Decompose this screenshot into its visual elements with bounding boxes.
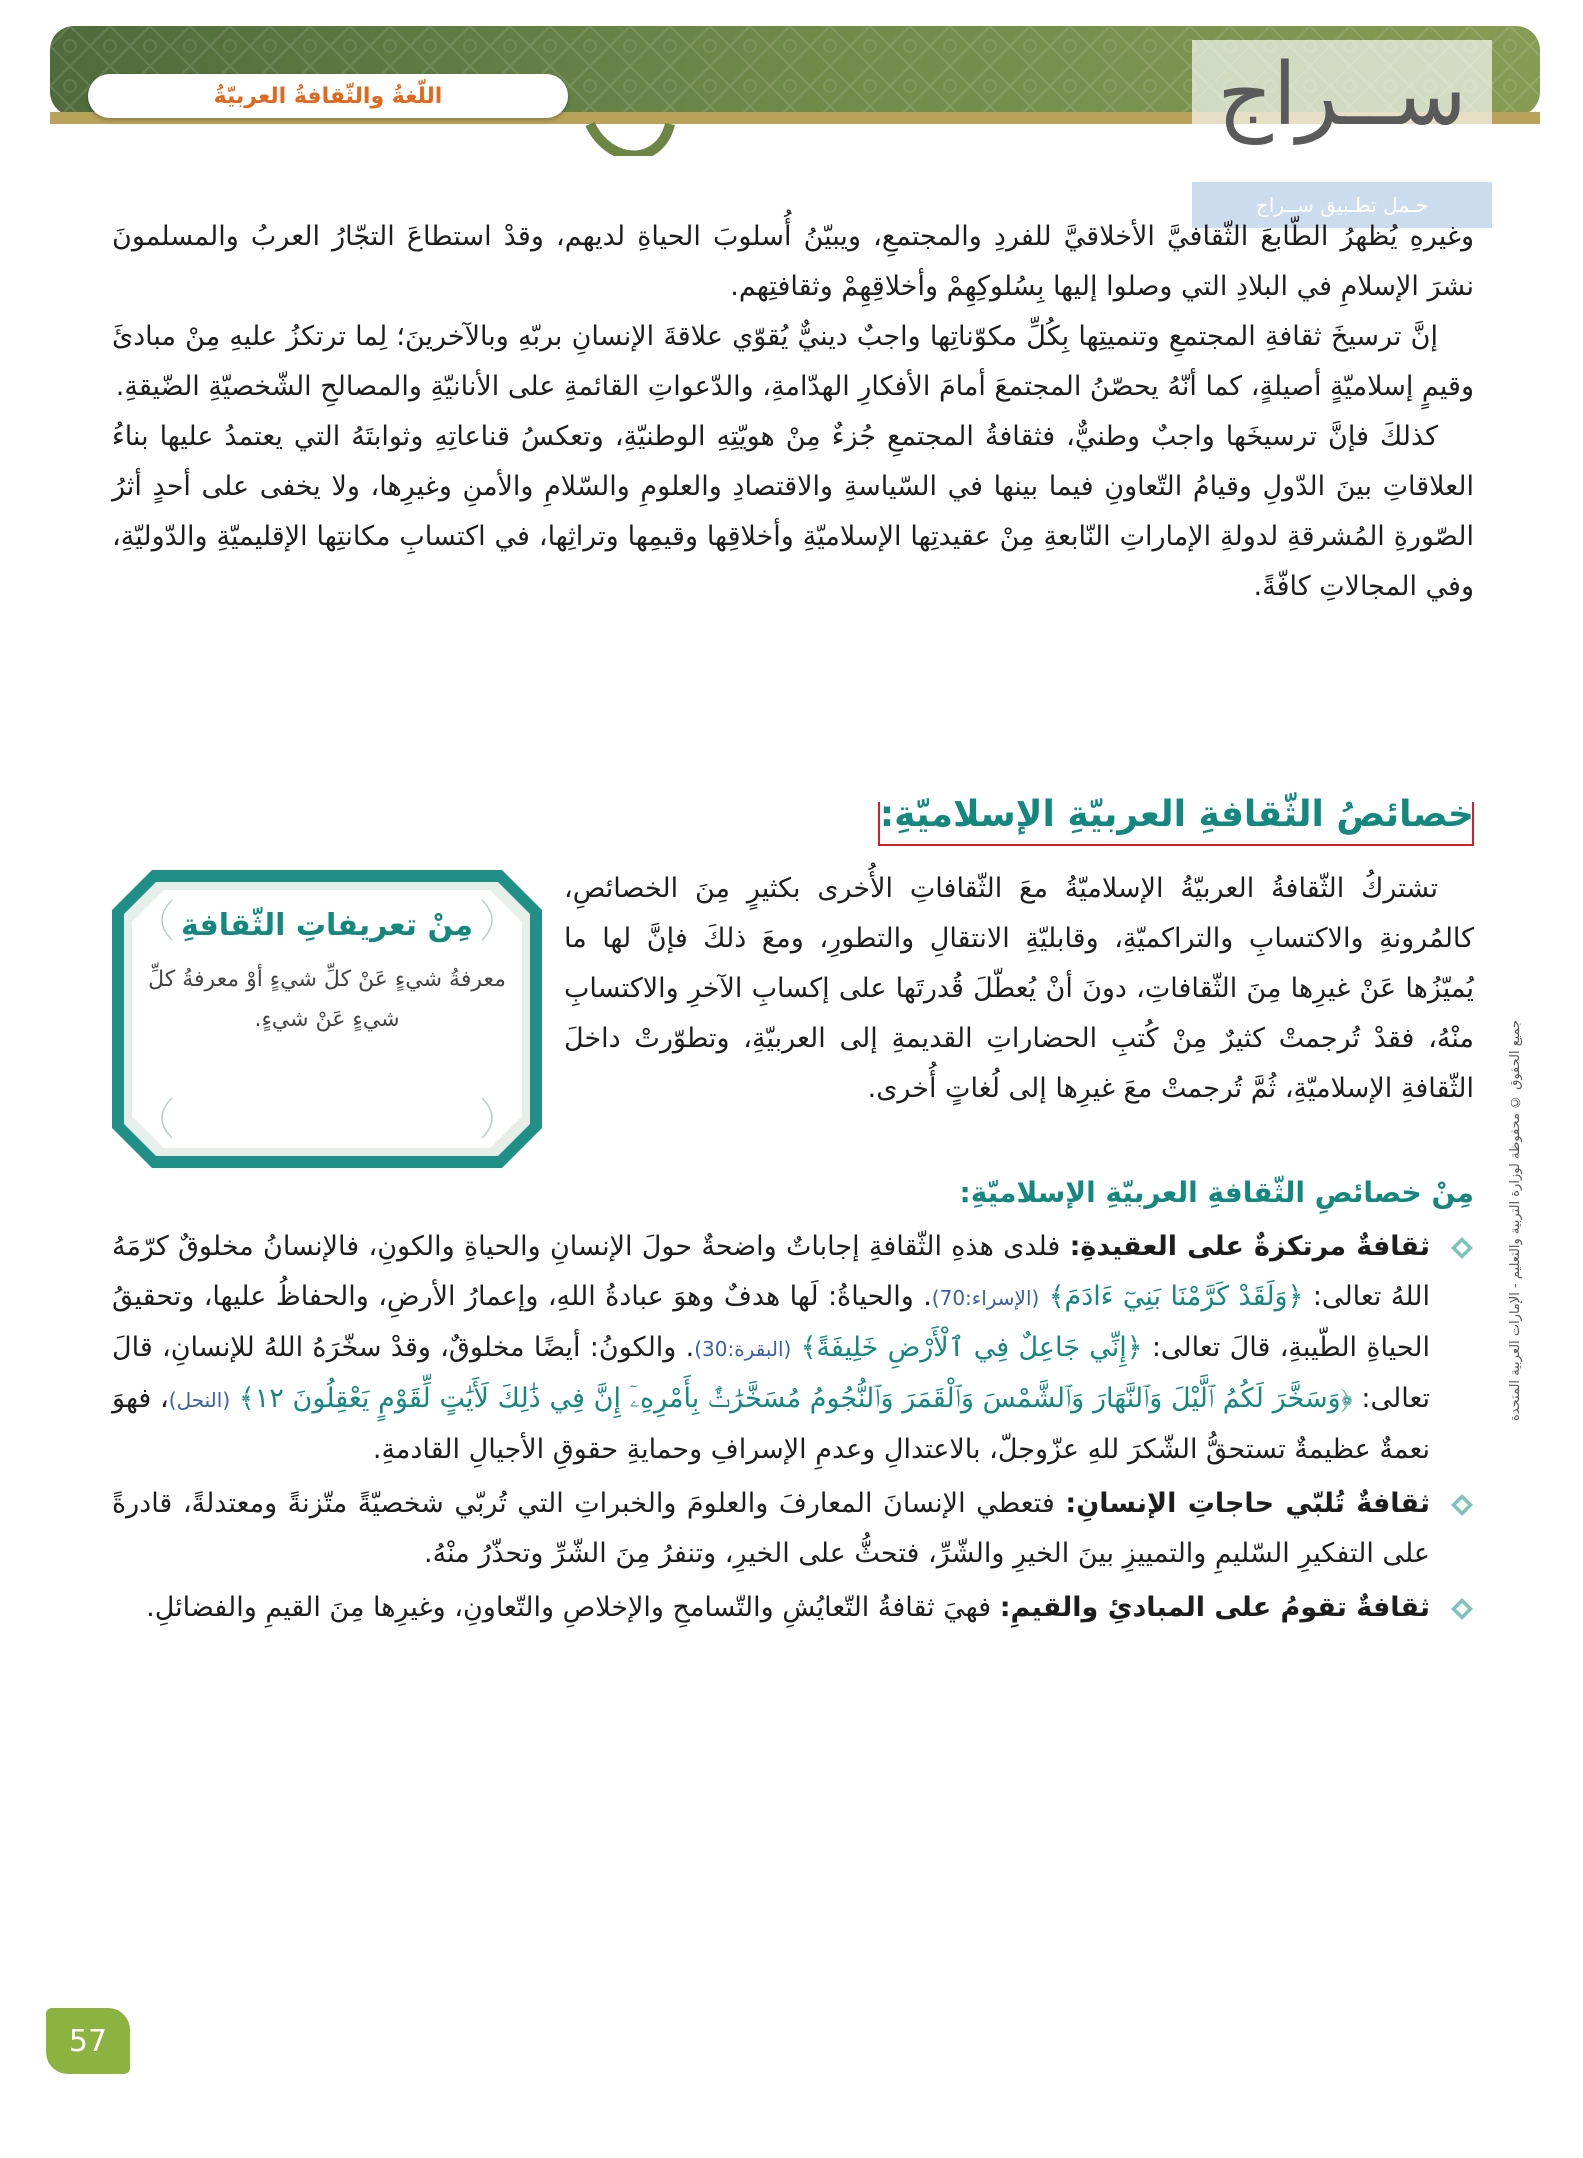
intro-section bbox=[112, 212, 1474, 612]
list-item-text: فلدى هذهِ الثّقافةِ إجاباتٌ واضحةٌ حولَ الإنسانِ والحياةِ والكونِ، فالإنسانُ مخلوقٌ كرّمَهُ اللهُ تعالى: bbox=[112, 1231, 1430, 1312]
sub-heading: مِنْ خصائصِ الثّقافةِ العربيّةِ الإسلاميّةِ: bbox=[959, 1176, 1474, 1209]
diamond-bullet-icon bbox=[1450, 1493, 1474, 1517]
definition-box-spacer bbox=[112, 870, 542, 1168]
side-copyright: جميع الحقوق © محفوظة لوزارة التربية والتعليم - الإمارات العربية المتحدة bbox=[1508, 1019, 1523, 1421]
verse-reference: (البقرة:30) bbox=[694, 1337, 792, 1361]
list-item bbox=[112, 1479, 1430, 1579]
list-item-lead: ثقافةٌ تقومُ على المبادئِ والقيمِ: bbox=[999, 1592, 1430, 1623]
quran-verse: ﴿وَلَقَدْ كَرَّمْنَا بَنِيٓ ءَادَمَ﴾ bbox=[1048, 1281, 1304, 1312]
verse-reference: (النحل) bbox=[168, 1388, 231, 1412]
section-title: خصائصُ الثّقافةِ العربيّةِ الإسلاميّةِ: bbox=[879, 794, 1474, 835]
list-item-text: . والكونُ: أيضًا مخلوقٌ، وقدْ سخّرَهُ اللهُ للإنسانِ، قالَ تعالى: bbox=[112, 1332, 1430, 1414]
list-item-lead: ثقافةٌ مرتكزةٌ على العقيدةِ: bbox=[1069, 1231, 1430, 1262]
quran-verse: ﴿وَسَخَّرَ لَكُمُ ٱلَّيْلَ وَٱلنَّهَارَ وَٱلشَّمْسَ وَٱلْقَمَرَ وَٱلنُّجُومُ مُسَخَّرَٰتٌۢ بِأَمْرِهِۦٓ إِنَّ فِي ذَٰلِكَ لَأَيَٰتٍ لِّقَوْمٍ يَعْقِلُونَ ١٢﴾ bbox=[238, 1383, 1353, 1414]
list-item-text: ، فهوَ نعمةٌ عظيمةٌ تستحقُّ الشّكرَ للهِ عزّوجلّ، بالاعتدالِ وعدمِ الإسرافِ وحمايةِ حقوقِ الأجيالِ القادمةِ. bbox=[112, 1383, 1430, 1465]
characteristics-list bbox=[112, 1222, 1430, 1637]
list-item-text: . والحياةُ: لَها هدفٌ وهوَ عبادةُ اللهِ، وإعمارُ الأرضِ، والحفاظُ عليها، وتحقيقُ الحياةِ الطّيبةِ، قالَ تعالى: bbox=[112, 1281, 1431, 1363]
intro-paragraph: كذلكَ فإنَّ ترسيخَها واجبٌ وطنيٌّ، فثقافةُ المجتمعِ جُزءٌ مِنْ هويّتِهِ الوطنيّةِ، وتعكسُ قناعاتِهِ وثوابتَهُ التي يعتمدُ عليها بناءُ العلاقاتِ بينَ الدّولِ وقيامُ التّعاونِ فيما بينها في السّياسةِ والاقتصادِ والعلومِ والسّلامِ والأمنِ وغيرِها، ولا يخفى على أحدٍ أثرُ الصّورةِ المُشرقةِ لدولةِ الإماراتِ النّابعةِ مِنْ عقيدتِها الإسلاميّةِ وأخلاقِها وقيمِها وتراثِها، في اكتسابِ مكانتِها الإقليميّةِ والدّوليّةِ، وفي المجالاتِ كافّةً. bbox=[112, 421, 1474, 602]
subject-title: اللّغةُ والثّقافةُ العربيّةُ bbox=[88, 74, 568, 118]
intro-paragraph: إنَّ ترسيخَ ثقافةِ المجتمعِ وتنميتِها بِكُلِّ مكوّناتِها واجبٌ دينيٌّ يُقوّي علاقةَ الإنسانِ بربّهِ وبالآخرينَ؛ لِما ترتكزُ عليهِ مِنْ مبادئَ وقيمٍ إسلاميّةٍ أصيلةٍ، كما أنّهُ يحصّنُ المجتمعَ أمامَ الأفكارِ الهدّامةِ، والدّعواتِ القائمةِ على الأنانيّةِ والمصالحِ الشّخصيّةِ الضّيقةِ. bbox=[112, 321, 1474, 402]
list-item-text: فهيَ ثقافةُ التّعايُشِ والتّسامحِ والإخلاصِ والتّعاونِ، وغيرِها مِنَ القيمِ والفضائلِ. bbox=[146, 1592, 1000, 1623]
diamond-bullet-icon bbox=[1450, 1597, 1474, 1621]
definition-box-text: معرفةُ شيءٍ عَنْ كلِّ شيءٍ أوْ معرفةُ كلِّ شيءٍ عَنْ شيءٍ. bbox=[148, 967, 506, 1032]
quran-verse: ﴿إِنِّي جَاعِلٌ فِي ٱلْأَرْضِ خَلِيفَةً﴾ bbox=[800, 1332, 1143, 1363]
list-item-lead: ثقافةٌ تُلبّي حاجاتِ الإنسانِ: bbox=[1065, 1488, 1430, 1519]
list-item bbox=[112, 1583, 1430, 1633]
list-item bbox=[112, 1222, 1430, 1475]
diamond-bullet-icon bbox=[1450, 1236, 1474, 1260]
verse-reference: (الإسراء:70) bbox=[931, 1286, 1040, 1310]
logo-wordmark: ســراج bbox=[1217, 45, 1467, 145]
definition-box-title: مِنْ تعريفاتِ الثّقافةِ bbox=[180, 908, 474, 943]
section-paragraph: تشتركُ الثّقافةُ العربيّةُ الإسلاميّةُ معَ الثّقافاتِ الأُخرى بكثيرٍ مِنَ الخصائصِ، كالمُرونةِ والاكتسابِ والتراكميّةِ، وقابليّةِ الانتقالِ والتطورِ، ومعَ ذلكَ فإنَّ لها ما يُميّزُها عَنْ غيرِها مِنَ الثّقافاتِ، دونَ أنْ يُعطّلَ قُدرتَها على إكسابِ الآخرِ والاكتسابِ منْهُ، فقدْ تُرجمتْ كثيرٌ مِنْ كُتبِ الحضاراتِ القديمةِ إلى العربيّةِ، وتطوّرتْ داخلَ الثّقافةِ الإسلاميّةِ، ثُمَّ تُرجمتْ معَ غيرِها إلى لُغاتٍ أُخرى. bbox=[564, 873, 1474, 1104]
download-app-tag[interactable]: حـمل تطـبيق ســراج bbox=[1192, 182, 1492, 228]
section-title-frame bbox=[878, 802, 1474, 846]
section-body bbox=[112, 864, 1474, 1174]
intro-paragraph: وغيرهِ يُظهرُ الطّابعَ الثّقافيَّ الأخلاقيَّ للفردِ والمجتمعِ، ويبيّنُ أُسلوبَ الحياةِ لديهم، وقدْ استطاعَ التجّارُ العربُ والمسلمونَ نشرَ الإسلامِ في البلادِ التي وصلوا إليها بِسُلوكِهِمْ وأخلاقِهِمْ وثقافتِهم. bbox=[112, 221, 1474, 302]
page-number: 57 bbox=[46, 2008, 130, 2074]
list-item-text: فتعطي الإنسانَ المعارفَ والعلومَ والخبراتِ التي تُربّي شخصيّةً متّزنةً ومعتدلةً، قادرةً على التفكيرِ السّليمِ والتمييزِ بينَ الخيرِ والشّرِّ، فتحثُّ على الخيرِ، وتنفرُ مِنَ الشّرِّ وتحذّرُ منْهُ. bbox=[112, 1488, 1430, 1569]
